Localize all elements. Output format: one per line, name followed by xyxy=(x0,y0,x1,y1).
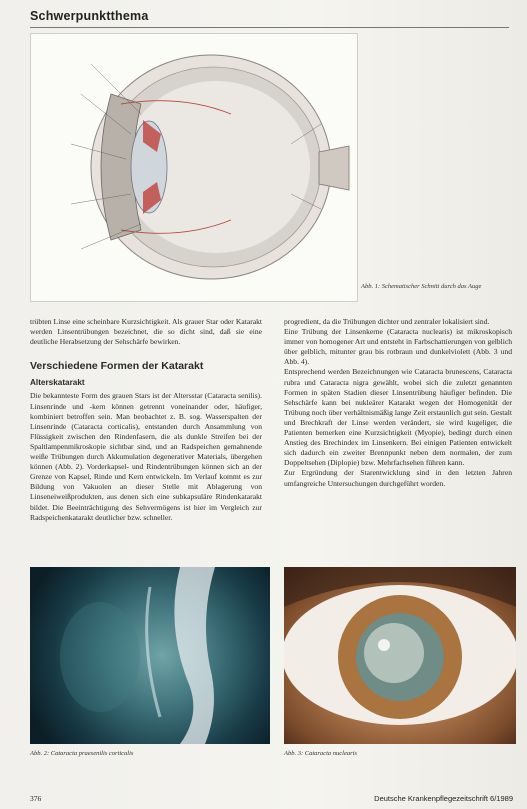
publication-source: Deutsche Krankenpflegezeitschrift 6/1989 xyxy=(374,794,513,803)
eye-cross-section-illustration xyxy=(31,34,357,301)
left-intro-paragraph: trübten Linse eine scheinbare Kurzsichtigkeit. Als grauer Star oder Katarakt werden Linsentrübungen bezeichnet, die so dicht sind, daß sie eine deutliche Herabsetzung der Sehschärfe bewirken. xyxy=(30,317,262,347)
figure1-caption: Abb. 1: Schematischer Schnitt durch das Auge xyxy=(361,283,482,290)
right-text-column xyxy=(284,317,512,489)
section-header: Schwerpunktthema xyxy=(30,9,149,23)
right-paragraph-3: Entsprechend werden Bezeichnungen wie Cataracta brunescens, Cataracta rubra und Cataracta nigra gewählt, wobei sich die zuletzt genannten Formen in späten Stadien dieser Linsentrübung häufiger befinden. Die Sehschärfe kann bei nukleärer Katarakt wegen der Homogenität der Trübung noch über verhältnismäßig lange Zeit erstaunlich gut sein. Gestalt und Brechkraft der Linse werden verändert, sie wird kugeliger, die Patienten bemerken eine Kurzsichtigkeit (Myopie), bedingt durch einen Anstieg des Brechindex im Linsenkern. Bei einigen Patienten entwickelt sich dadurch ein zweiter Brennpunkt neben dem normalen, der zum Doppeltsehen (Diplopie) bzw. Mehrfachsehen führen kann. xyxy=(284,367,512,468)
eye-diagram-figure xyxy=(30,33,358,302)
left-body-paragraph: Die bekannteste Form des grauen Stars ist der Altersstar (Cataracta senilis). Linsenrinde und -kern können getrennt voneinander oder, häufiger, kombiniert betroffen sein. Man beobachtet z. B. sog. Wasserspalten der Linsenrinde (Cataracta corticalis), entstanden durch Ansammlung von Flüssigkeit zwischen den Rindenfasern, die als dunkle Streifen bei der Spaltlampenmikroskopie sichtbar sind, und an Radspeichen gemahnende weiße Trübungen durch Akkumulation degenerativer Materials, übergehen können (Abb. 2). Vorderkapsel- und Rindentrübungen können sich an der Grenze von Kapsel, Rinde und Kern entwickeln. Im Verlauf kommt es zur Bildung von Vakuolen an dieser Stelle mit Ablagerung von Linseneiweißprodukten, aus denen sich eine subkapsuläre Rindenkatarakt bildet. Die Beeinträchtigung des Sehvermögens ist hier im Vergleich zur Radspeichenkatarakt deutlicher bzw. schneller. xyxy=(30,391,262,522)
left-text-column xyxy=(30,317,262,523)
right-paragraph-1: progredient, da die Trübungen dichter und zentraler lokalisiert sind. xyxy=(284,317,490,326)
cataract-corticalis-photo xyxy=(30,567,270,744)
page-number: 376 xyxy=(30,794,42,803)
header-rule xyxy=(30,27,509,28)
right-paragraph-4: Zur Ergründung der Starentwicklung sind in den letzten Jahren umfangreiche Untersuchungen durchgeführt worden. xyxy=(284,468,512,488)
section-heading: Verschiedene Formen der Katarakt xyxy=(30,360,204,373)
cataract-nuclearis-photo xyxy=(284,567,516,744)
figure3-caption: Abb. 3: Cataracta nuclearis xyxy=(284,750,357,757)
figure2-caption: Abb. 2: Cataracta praesenilis corticalis xyxy=(30,750,134,757)
sub-heading: Alterskatarakt xyxy=(30,378,85,388)
right-paragraph-2: Eine Trübung der Linsenkerne (Cataracta nuclearis) ist mikroskopisch immer von homogener Art und entsteht in Farbschattierungen von gelblich über gelblich, mitunter grau bis rotbraun und dunkelviolett (Abb. 3 und Abb. 4). xyxy=(284,327,512,367)
